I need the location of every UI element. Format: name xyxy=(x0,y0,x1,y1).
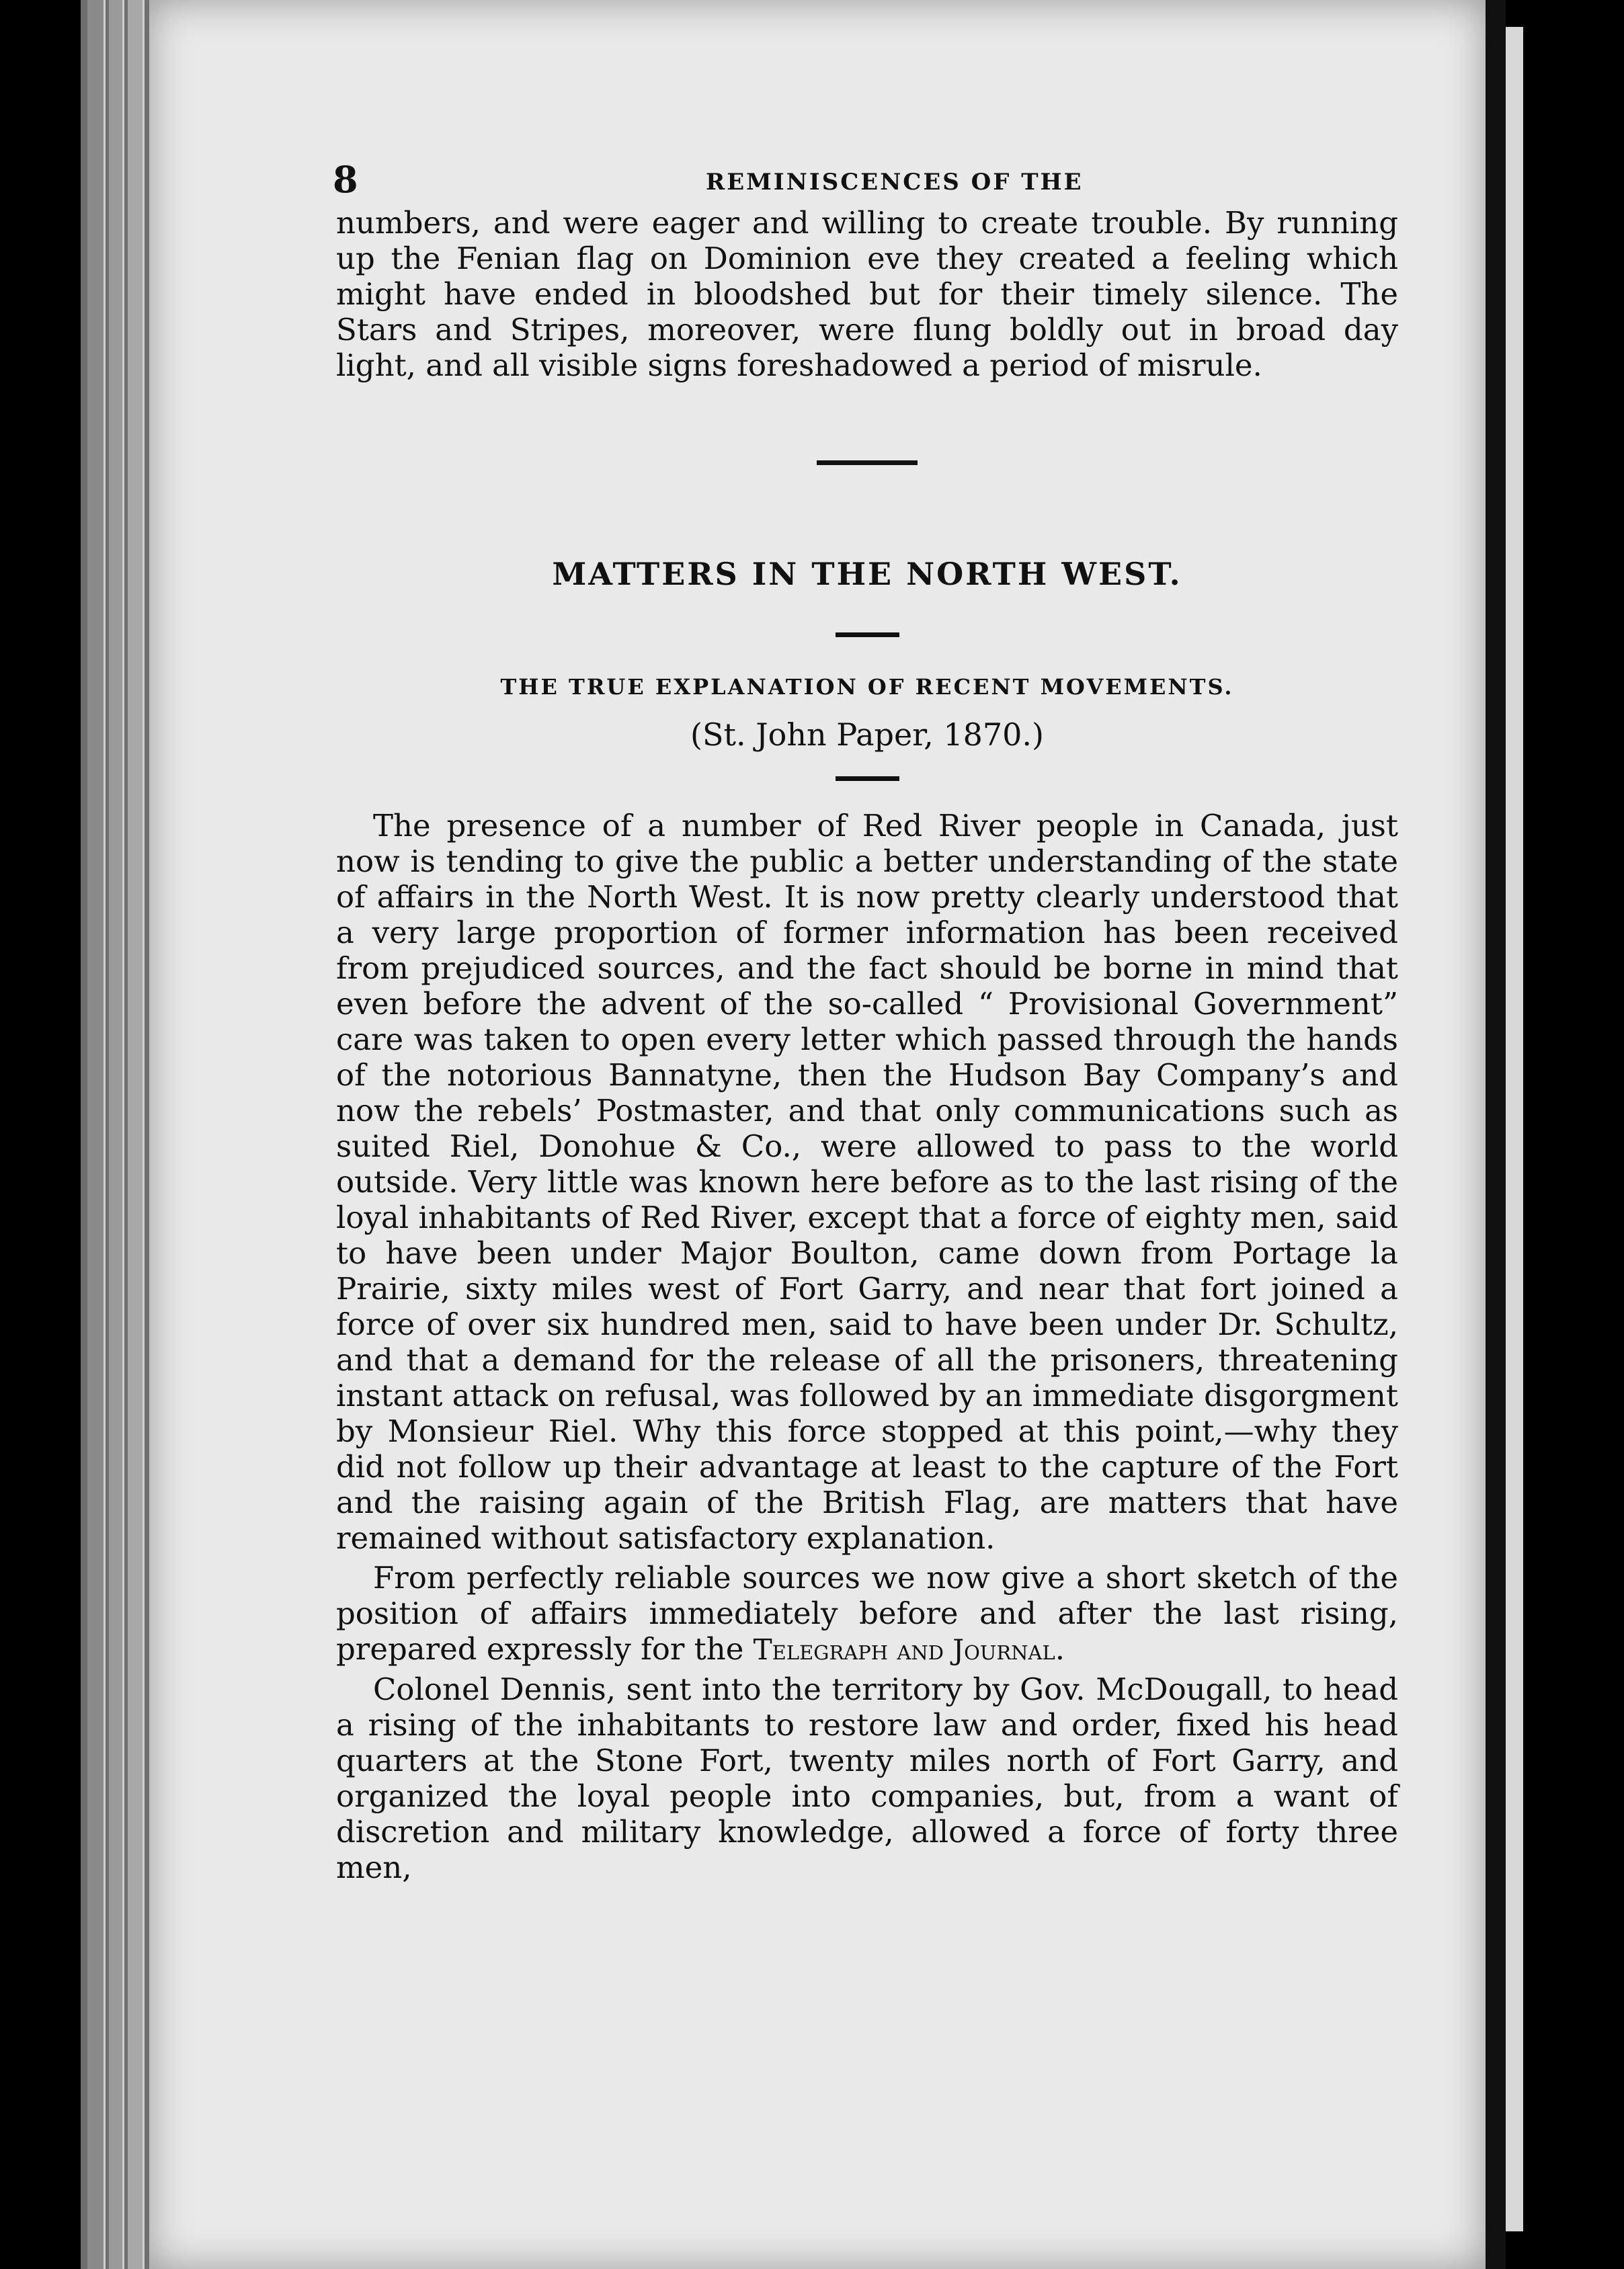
page-number: 8 xyxy=(333,158,358,201)
section-title: MATTERS IN THE NORTH WEST. xyxy=(552,556,1182,592)
section-subtitle: THE TRUE EXPLANATION OF RECENT MOVEMENTS. xyxy=(500,674,1234,700)
page-edge xyxy=(87,0,106,2269)
page-content xyxy=(333,158,1398,1885)
facing-page-edge xyxy=(1506,27,1523,2231)
source-line: (St. John Paper, 1870.) xyxy=(690,716,1044,753)
paragraph-text: . xyxy=(1055,1631,1065,1667)
body-paragraph: Colonel Dennis, sent into the territory by Gov. McDougall, to head a rising of the inhabitants to restore law and order, fixed his head quarters at the Stone Fort, twenty miles north of Fort Garry, and organized the loyal people into companies, but, from a want of discretion and military knowledge, allowed a force of forty three men, xyxy=(336,1672,1398,1885)
publication-name: Telegraph and Journal xyxy=(753,1633,1055,1666)
intro-paragraph: numbers, and were eager and willing to create trouble. By running up the Fenian flag on Dominion eve they created a feeling which might have ended in bloodshed but for their timely silence. The Stars and Stripes, moreover, were flung boldly out in broad day light, and all visible signs foreshadowed a period of misrule. xyxy=(336,205,1398,383)
paragraph-text: From perfectly reliable sources we now give a short sketch of the position of affairs immediately before and after the last rising, prepared expressly for the xyxy=(336,1560,1398,1667)
title-rule xyxy=(836,632,899,637)
body-paragraph xyxy=(336,1560,1398,1667)
section-rule xyxy=(817,460,918,465)
body-paragraph: The presence of a number of Red River people in Canada, just now is tending to give the public a better understanding of the state of affairs in the North West. It is now pretty clearly understood that a very large proportion of former information has been received from prejudiced sources, and the fact should be borne in mind that even before the advent of the so-called “ Provisional Government” care was taken to open every letter which passed through the hands of the notorious Bannatyne, then the Hudson Bay Company’s and now the rebels’ Postmaster, and that only communications such as suited Riel, Donohue & Co., were allowed to pass to the world outside. Very little was known here before as to the last rising of the loyal inhabitants of Red River, except that a force of eighty men, said to have been under Major Boulton, came down from Portage la Prairie, sixty miles west of Fort Garry, and near that fort joined a force of over six hundred men, said to have been under Dr. Schultz, and that a demand for the release of all the prisoners, threatening instant attack on refusal, was followed by an immediate disgorgment by Monsieur Riel. Why this force stopped at this point,—why they did not follow up their advantage at least to the capture of the Fort and the raising again of the British Flag, are matters that have remained without satisfactory explanation. xyxy=(336,808,1398,1556)
running-head xyxy=(333,158,1398,205)
gutter-shadow xyxy=(1486,0,1506,2269)
page-edge xyxy=(128,0,145,2269)
page-edge xyxy=(109,0,124,2269)
source-rule xyxy=(836,776,899,781)
running-title: REMINISCENCES OF THE xyxy=(706,169,1084,196)
